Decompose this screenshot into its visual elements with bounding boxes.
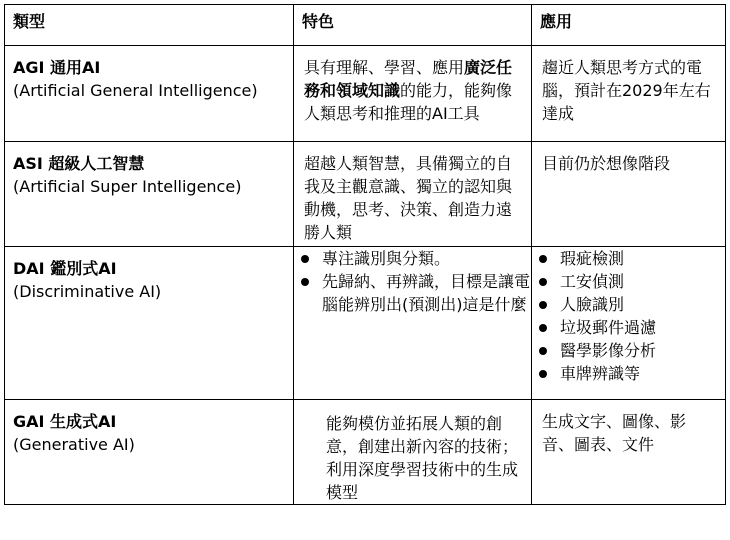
ai-types-table [4, 4, 726, 505]
bullet-icon [539, 347, 547, 355]
header-type: 類型 [5, 5, 294, 46]
type-name: AGI 通用AI [13, 58, 101, 77]
table-row [5, 142, 726, 247]
table-row [5, 46, 726, 142]
type-english-name: (Generative AI) [13, 435, 135, 454]
table-header-row [5, 5, 726, 46]
applications-text: 生成文字、圖像、影音、圖表、文件 [542, 412, 687, 454]
list-item: 瑕疵檢測 [532, 247, 725, 270]
features-list [294, 247, 531, 316]
features-cell [294, 46, 532, 142]
type-cell [5, 46, 294, 142]
features-cell [294, 142, 532, 247]
applications-cell [532, 142, 726, 247]
list-item: 醫學影像分析 [532, 339, 725, 362]
bullet-icon [539, 370, 547, 378]
features-text: 超越人類智慧，具備獨立的自我及主觀意識、獨立的認知與動機，思考、決策、創造力遠勝人類 [304, 154, 513, 242]
features-cell [294, 247, 532, 400]
list-item: 先歸納、再辨識，目標是讓電腦能辨別出(預測出)這是什麼 [294, 270, 531, 316]
features-text: 具有理解、學習、應用廣泛任務和領域知識的能力，能夠像人類思考和推理的AI工具 [304, 58, 513, 123]
type-name: ASI 超級人工智慧 [13, 154, 145, 173]
list-item: 人臉識別 [532, 293, 725, 316]
type-english-name: (Artificial Super Intelligence) [13, 177, 242, 196]
applications-list [532, 247, 725, 385]
bullet-icon [301, 255, 309, 263]
list-item: 專注識別與分類。 [294, 247, 531, 270]
bullet-icon [539, 255, 547, 263]
applications-text: 目前仍於想像階段 [542, 154, 671, 173]
header-applications: 應用 [532, 5, 726, 46]
bullet-icon [539, 324, 547, 332]
type-cell [5, 142, 294, 247]
applications-cell [532, 400, 726, 505]
bullet-icon [539, 278, 547, 286]
bullet-icon [539, 301, 547, 309]
bullet-icon [301, 278, 309, 286]
type-english-name: (Discriminative AI) [13, 282, 162, 301]
type-cell [5, 247, 294, 400]
type-name: GAI 生成式AI [13, 412, 117, 431]
list-item: 垃圾郵件過濾 [532, 316, 725, 339]
table-row [5, 400, 726, 505]
applications-cell [532, 46, 726, 142]
table-row [5, 247, 726, 400]
type-cell [5, 400, 294, 505]
list-item: 車牌辨識等 [532, 362, 725, 385]
header-features: 特色 [294, 5, 532, 46]
features-cell [294, 400, 532, 505]
applications-text: 趨近人類思考方式的電腦，預計在2029年左右達成 [542, 58, 711, 123]
features-text: 能夠模仿並拓展人類的創意，創建出新內容的技術；利用深度學習技術中的生成模型 [326, 414, 519, 502]
list-item: 工安偵測 [532, 270, 725, 293]
features-highlight: 廣泛任務和領域知識 [304, 58, 513, 100]
type-english-name: (Artificial General Intelligence) [13, 81, 258, 100]
type-name: DAI 鑑別式AI [13, 259, 117, 278]
applications-cell [532, 247, 726, 400]
